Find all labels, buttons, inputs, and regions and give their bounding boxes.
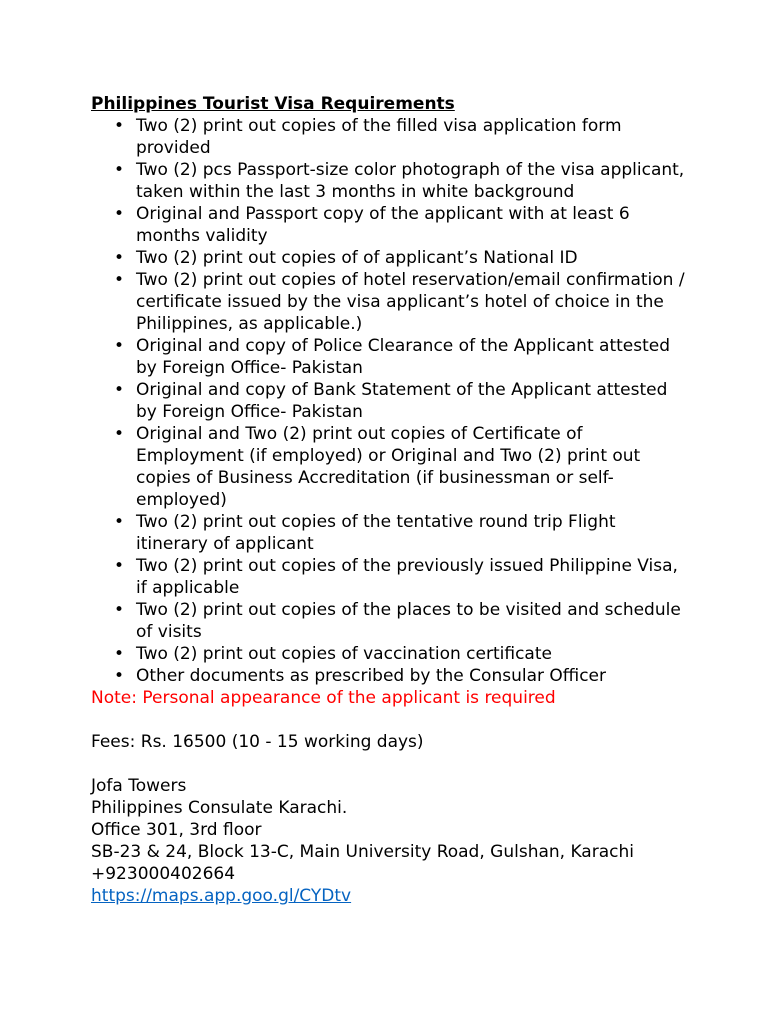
- requirement-text: Two (2) print out copies of of applicant’s National ID: [136, 248, 578, 268]
- blank-line: [91, 709, 691, 731]
- requirement-text: Two (2) print out copies of the places to be visited and schedule of visits: [136, 600, 681, 642]
- blank-line: [91, 753, 691, 775]
- bullet-icon: •: [114, 270, 125, 290]
- list-item: [91, 269, 691, 335]
- requirement-text: Original and copy of Police Clearance of the Applicant attested by Foreign Office- Pakistan: [136, 336, 671, 378]
- list-item: [91, 115, 691, 159]
- list-item: [91, 643, 691, 665]
- bullet-icon: •: [114, 116, 125, 136]
- bullet-icon: •: [114, 380, 125, 400]
- document-page: [91, 93, 691, 907]
- requirement-text: Other documents as prescribed by the Consular Officer: [136, 666, 606, 686]
- list-item: [91, 423, 691, 511]
- requirement-text: Two (2) print out copies of the previously issued Philippine Visa, if applicable: [136, 556, 678, 598]
- address-building: Jofa Towers: [91, 776, 187, 796]
- bullet-icon: •: [114, 512, 125, 532]
- list-item: [91, 599, 691, 643]
- list-item: [91, 379, 691, 423]
- requirement-text: Two (2) pcs Passport-size color photograph of the visa applicant, taken within the last 3 months in white background: [136, 160, 685, 202]
- note-text: Note: Personal appearance of the applicant is required: [91, 688, 556, 708]
- requirement-text: Original and copy of Bank Statement of the Applicant attested by Foreign Office- Pakistan: [136, 380, 668, 422]
- requirement-text: Two (2) print out copies of hotel reservation/email confirmation / certificate issued by the visa applicant’s hotel of choice in the Philippines, as applicable.): [136, 270, 685, 334]
- map-link[interactable]: https://maps.app.goo.gl/CYDtv: [91, 886, 352, 906]
- bullet-icon: •: [114, 248, 125, 268]
- bullet-icon: •: [114, 556, 125, 576]
- document-title: Philippines Tourist Visa Requirements: [91, 94, 455, 114]
- address-street: SB-23 & 24, Block 13-C, Main University Road, Gulshan, Karachi: [91, 842, 634, 862]
- requirement-text: Original and Two (2) print out copies of Certificate of Employment (if employed) or Original and Two (2) print out copies of Business Accreditation (if businessman or self-employed): [136, 424, 641, 510]
- address-office-name: Philippines Consulate Karachi.: [91, 798, 348, 818]
- list-item: [91, 665, 691, 687]
- bullet-icon: •: [114, 204, 125, 224]
- address-block: [91, 775, 691, 907]
- list-item: [91, 159, 691, 203]
- bullet-icon: •: [114, 666, 125, 686]
- fees-text: Fees: Rs. 16500 (10 - 15 working days): [91, 732, 424, 752]
- list-item: [91, 247, 691, 269]
- bullet-icon: •: [114, 336, 125, 356]
- bullet-icon: •: [114, 600, 125, 620]
- requirement-text: Original and Passport copy of the applicant with at least 6 months validity: [136, 204, 630, 246]
- address-phone: +923000402664: [91, 864, 236, 884]
- bullet-icon: •: [114, 160, 125, 180]
- address-office: Office 301, 3rd floor: [91, 820, 262, 840]
- requirement-text: Two (2) print out copies of vaccination certificate: [136, 644, 552, 664]
- list-item: [91, 203, 691, 247]
- bullet-icon: •: [114, 644, 125, 664]
- requirements-list: [91, 115, 691, 687]
- bullet-icon: •: [114, 424, 125, 444]
- list-item: [91, 555, 691, 599]
- requirement-text: Two (2) print out copies of the filled visa application form provided: [136, 116, 622, 158]
- requirement-text: Two (2) print out copies of the tentative round trip Flight itinerary of applicant: [136, 512, 616, 554]
- list-item: [91, 335, 691, 379]
- list-item: [91, 511, 691, 555]
